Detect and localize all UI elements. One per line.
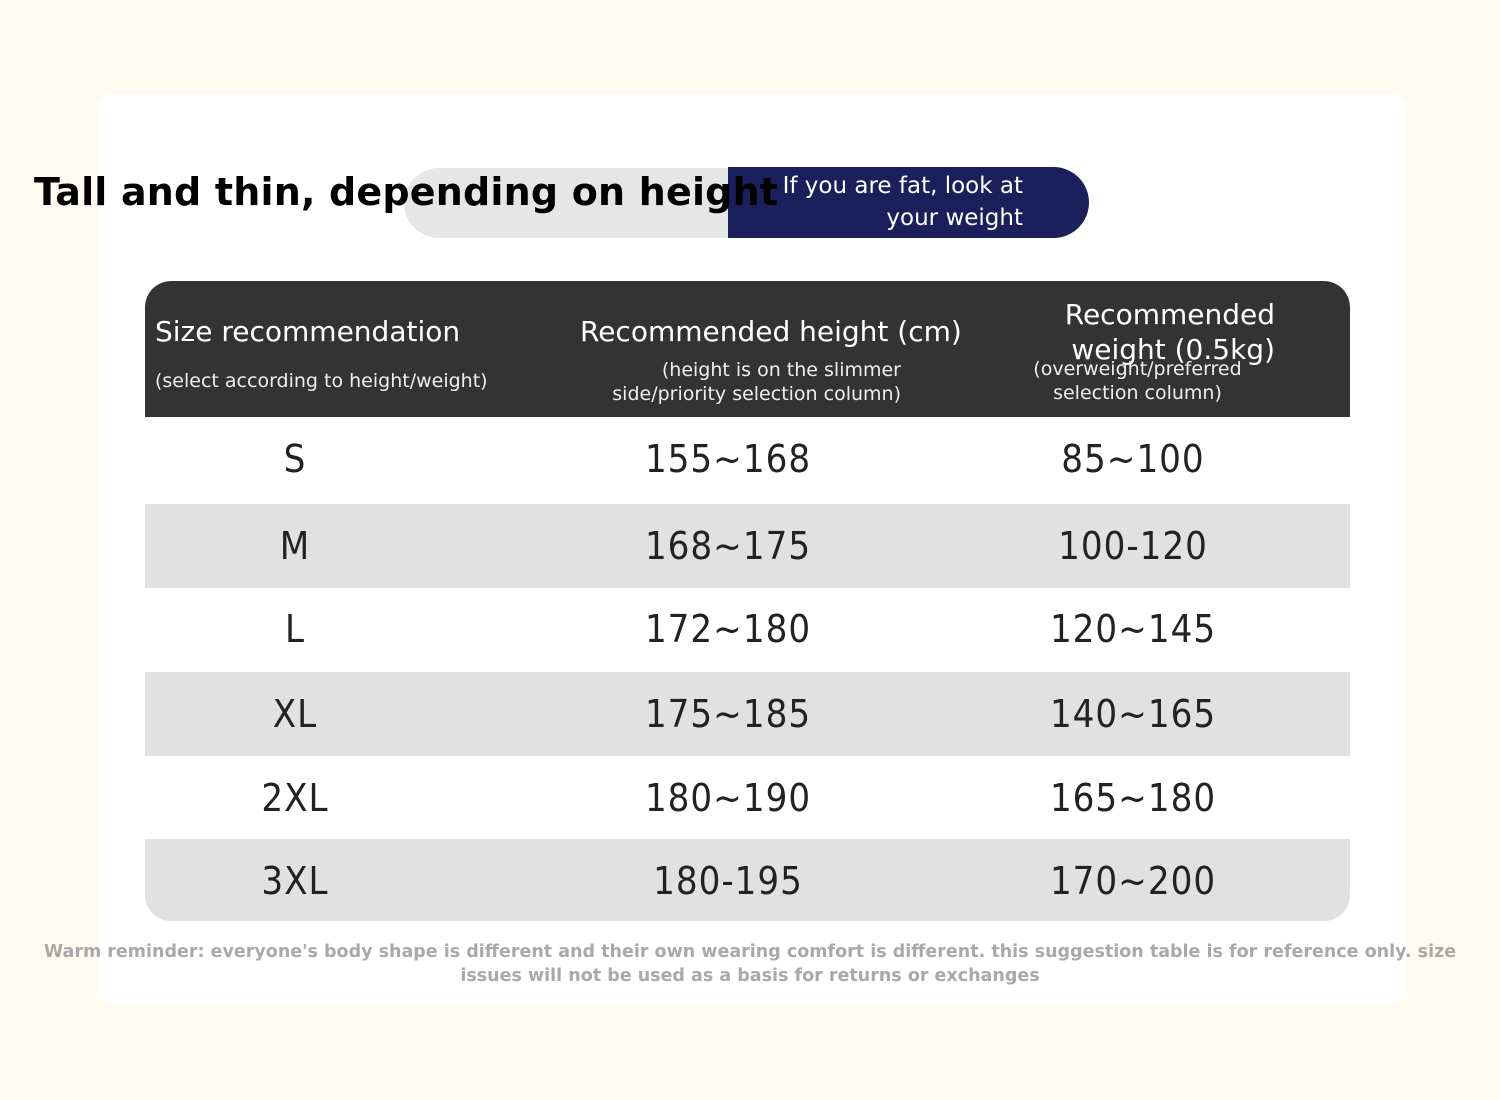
header-weight-title: Recommended weight (0.5kg) bbox=[1064, 298, 1275, 366]
header-size-subtitle: (select according to height/weight) bbox=[155, 370, 488, 392]
height-cell: 180-195 bbox=[653, 859, 803, 903]
header-size-title: Size recommendation bbox=[155, 315, 461, 348]
size-cell: XL bbox=[272, 692, 318, 736]
table-header bbox=[145, 281, 1350, 417]
weight-cell: 120~145 bbox=[1049, 607, 1217, 651]
height-cell: 168~175 bbox=[644, 524, 812, 568]
warm-reminder-note: Warm reminder: everyone's body shape is different and their own wearing comfort is different. this suggestion table is for reference only. size issues will not be used as a basis for returns or exchanges bbox=[43, 942, 1457, 986]
header-weight-subtitle: (overweight/preferred selection column) bbox=[1033, 358, 1242, 404]
height-cell: 155~168 bbox=[644, 437, 812, 481]
size-cell: 3XL bbox=[261, 859, 329, 903]
weight-hint-pill bbox=[728, 167, 1089, 238]
size-table bbox=[145, 281, 1350, 921]
header-height-title: Recommended height (cm) bbox=[580, 315, 962, 348]
size-cell: S bbox=[283, 437, 307, 481]
height-cell: 172~180 bbox=[644, 607, 812, 651]
weight-cell: 85~100 bbox=[1061, 437, 1205, 481]
table-row bbox=[145, 587, 1350, 671]
table-row bbox=[145, 839, 1350, 921]
table-row bbox=[145, 756, 1350, 840]
size-cell: M bbox=[279, 524, 311, 568]
weight-cell: 100-120 bbox=[1058, 524, 1208, 568]
table-row bbox=[145, 672, 1350, 756]
size-cell: 2XL bbox=[261, 776, 329, 820]
table-row bbox=[145, 504, 1350, 588]
weight-cell: 170~200 bbox=[1049, 859, 1217, 903]
header-height-subtitle: (height is on the slimmer side/priority selection column) bbox=[612, 359, 901, 405]
table-row bbox=[145, 417, 1350, 501]
size-cell: L bbox=[284, 607, 306, 651]
weight-cell: 165~180 bbox=[1049, 776, 1217, 820]
headline-title: Tall and thin, depending on height bbox=[34, 170, 779, 214]
height-cell: 175~185 bbox=[644, 692, 812, 736]
weight-hint-text: If you are fat, look at your weight bbox=[782, 173, 1023, 231]
height-cell: 180~190 bbox=[644, 776, 812, 820]
weight-cell: 140~165 bbox=[1049, 692, 1217, 736]
